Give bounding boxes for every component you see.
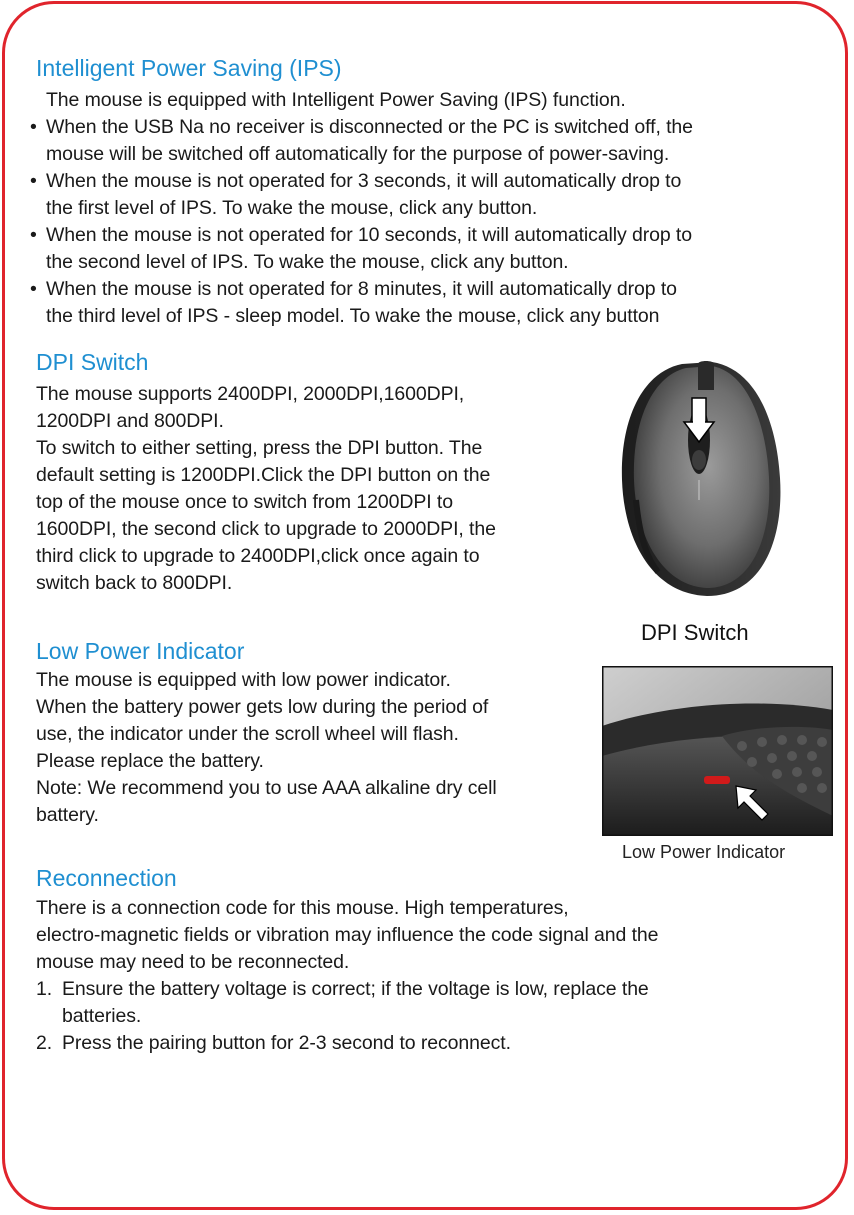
low-power-description — [36, 667, 497, 829]
bullet-icon: • — [30, 278, 37, 300]
ips-intro-text: The mouse is equipped with Intelligent Power Saving (IPS) function. — [46, 89, 626, 111]
dpi-line: The mouse supports 2400DPI, 2000DPI,1600DPI, — [36, 383, 465, 405]
ips-bullet-line: When the mouse is not operated for 10 seconds, it will automatically drop to — [46, 224, 692, 246]
dpi-line: 1600DPI, the second click to upgrade to 2000DPI, the — [36, 518, 496, 540]
low-power-indicator-image — [602, 666, 833, 836]
low-power-line: use, the indicator under the scroll wheel will flash. — [36, 723, 459, 745]
dpi-heading: DPI Switch — [36, 349, 149, 375]
step-line: batteries. — [62, 1005, 142, 1027]
reconnection-line: mouse may need to be reconnected. — [36, 951, 350, 973]
ips-bullet-line: the first level of IPS. To wake the mouse, click any button. — [46, 197, 538, 219]
low-power-caption: Low Power Indicator — [622, 842, 786, 862]
dpi-line: 1200DPI and 800DPI. — [36, 410, 224, 432]
ips-bullet-line: When the mouse is not operated for 8 minutes, it will automatically drop to — [46, 278, 677, 300]
ips-bullet — [30, 276, 693, 330]
ips-bullet-line: When the USB Na no receiver is disconnected or the PC is switched off, the — [46, 116, 693, 138]
bullet-icon: • — [30, 170, 37, 192]
dpi-description — [36, 381, 496, 597]
step-number: 2. — [36, 1032, 53, 1054]
indicator-led — [704, 776, 730, 784]
reconnection-line: electro-magnetic fields or vibration may influence the code signal and the — [36, 924, 659, 946]
reconnection-heading: Reconnection — [36, 865, 177, 891]
dpi-line: To switch to either setting, press the DPI button. The — [36, 437, 483, 459]
reconnection-step — [36, 1030, 649, 1057]
reconnection-line: There is a connection code for this mouse. High temperatures, — [36, 897, 569, 919]
ips-bullet — [30, 168, 693, 222]
dpi-line: third click to upgrade to 2400DPI,click once again to — [36, 545, 480, 567]
ips-bullet-line: mouse will be switched off automatically for the purpose of power-saving. — [46, 143, 670, 165]
ips-bullet-line: When the mouse is not operated for 3 seconds, it will automatically drop to — [46, 170, 682, 192]
dpi-switch-caption: DPI Switch — [641, 620, 749, 645]
reconnection-steps — [36, 976, 649, 1057]
step-number: 1. — [36, 978, 53, 1000]
dpi-line: default setting is 1200DPI.Click the DPI button on the — [36, 464, 491, 486]
dpi-switch-mouse-image — [612, 350, 790, 602]
ips-bullet — [30, 222, 693, 276]
low-power-line: The mouse is equipped with low power indicator. — [36, 669, 451, 691]
step-line: Ensure the battery voltage is correct; if the voltage is low, replace the — [62, 978, 649, 1000]
bullet-icon: • — [30, 224, 37, 246]
dpi-line: switch back to 800DPI. — [36, 572, 233, 594]
ips-bullet-line: the third level of IPS - sleep model. To wake the mouse, click any button — [46, 305, 660, 327]
ips-bullet-line: the second level of IPS. To wake the mouse, click any button. — [46, 251, 569, 273]
ips-intro — [46, 87, 626, 114]
low-power-heading: Low Power Indicator — [36, 638, 245, 664]
low-power-line: Note: We recommend you to use AAA alkaline dry cell — [36, 777, 497, 799]
dpi-line: top of the mouse once to switch from 1200DPI to — [36, 491, 453, 513]
ips-bullet-list — [30, 114, 693, 330]
reconnection-description — [36, 895, 658, 976]
low-power-line: When the battery power gets low during the period of — [36, 696, 489, 718]
ips-bullet — [30, 114, 693, 168]
low-power-line: Please replace the battery. — [36, 750, 264, 772]
bullet-icon: • — [30, 116, 37, 138]
reconnection-step — [36, 976, 649, 1030]
ips-heading: Intelligent Power Saving (IPS) — [36, 55, 342, 81]
step-line: Press the pairing button for 2-3 second to reconnect. — [62, 1032, 511, 1054]
low-power-line: battery. — [36, 804, 99, 826]
